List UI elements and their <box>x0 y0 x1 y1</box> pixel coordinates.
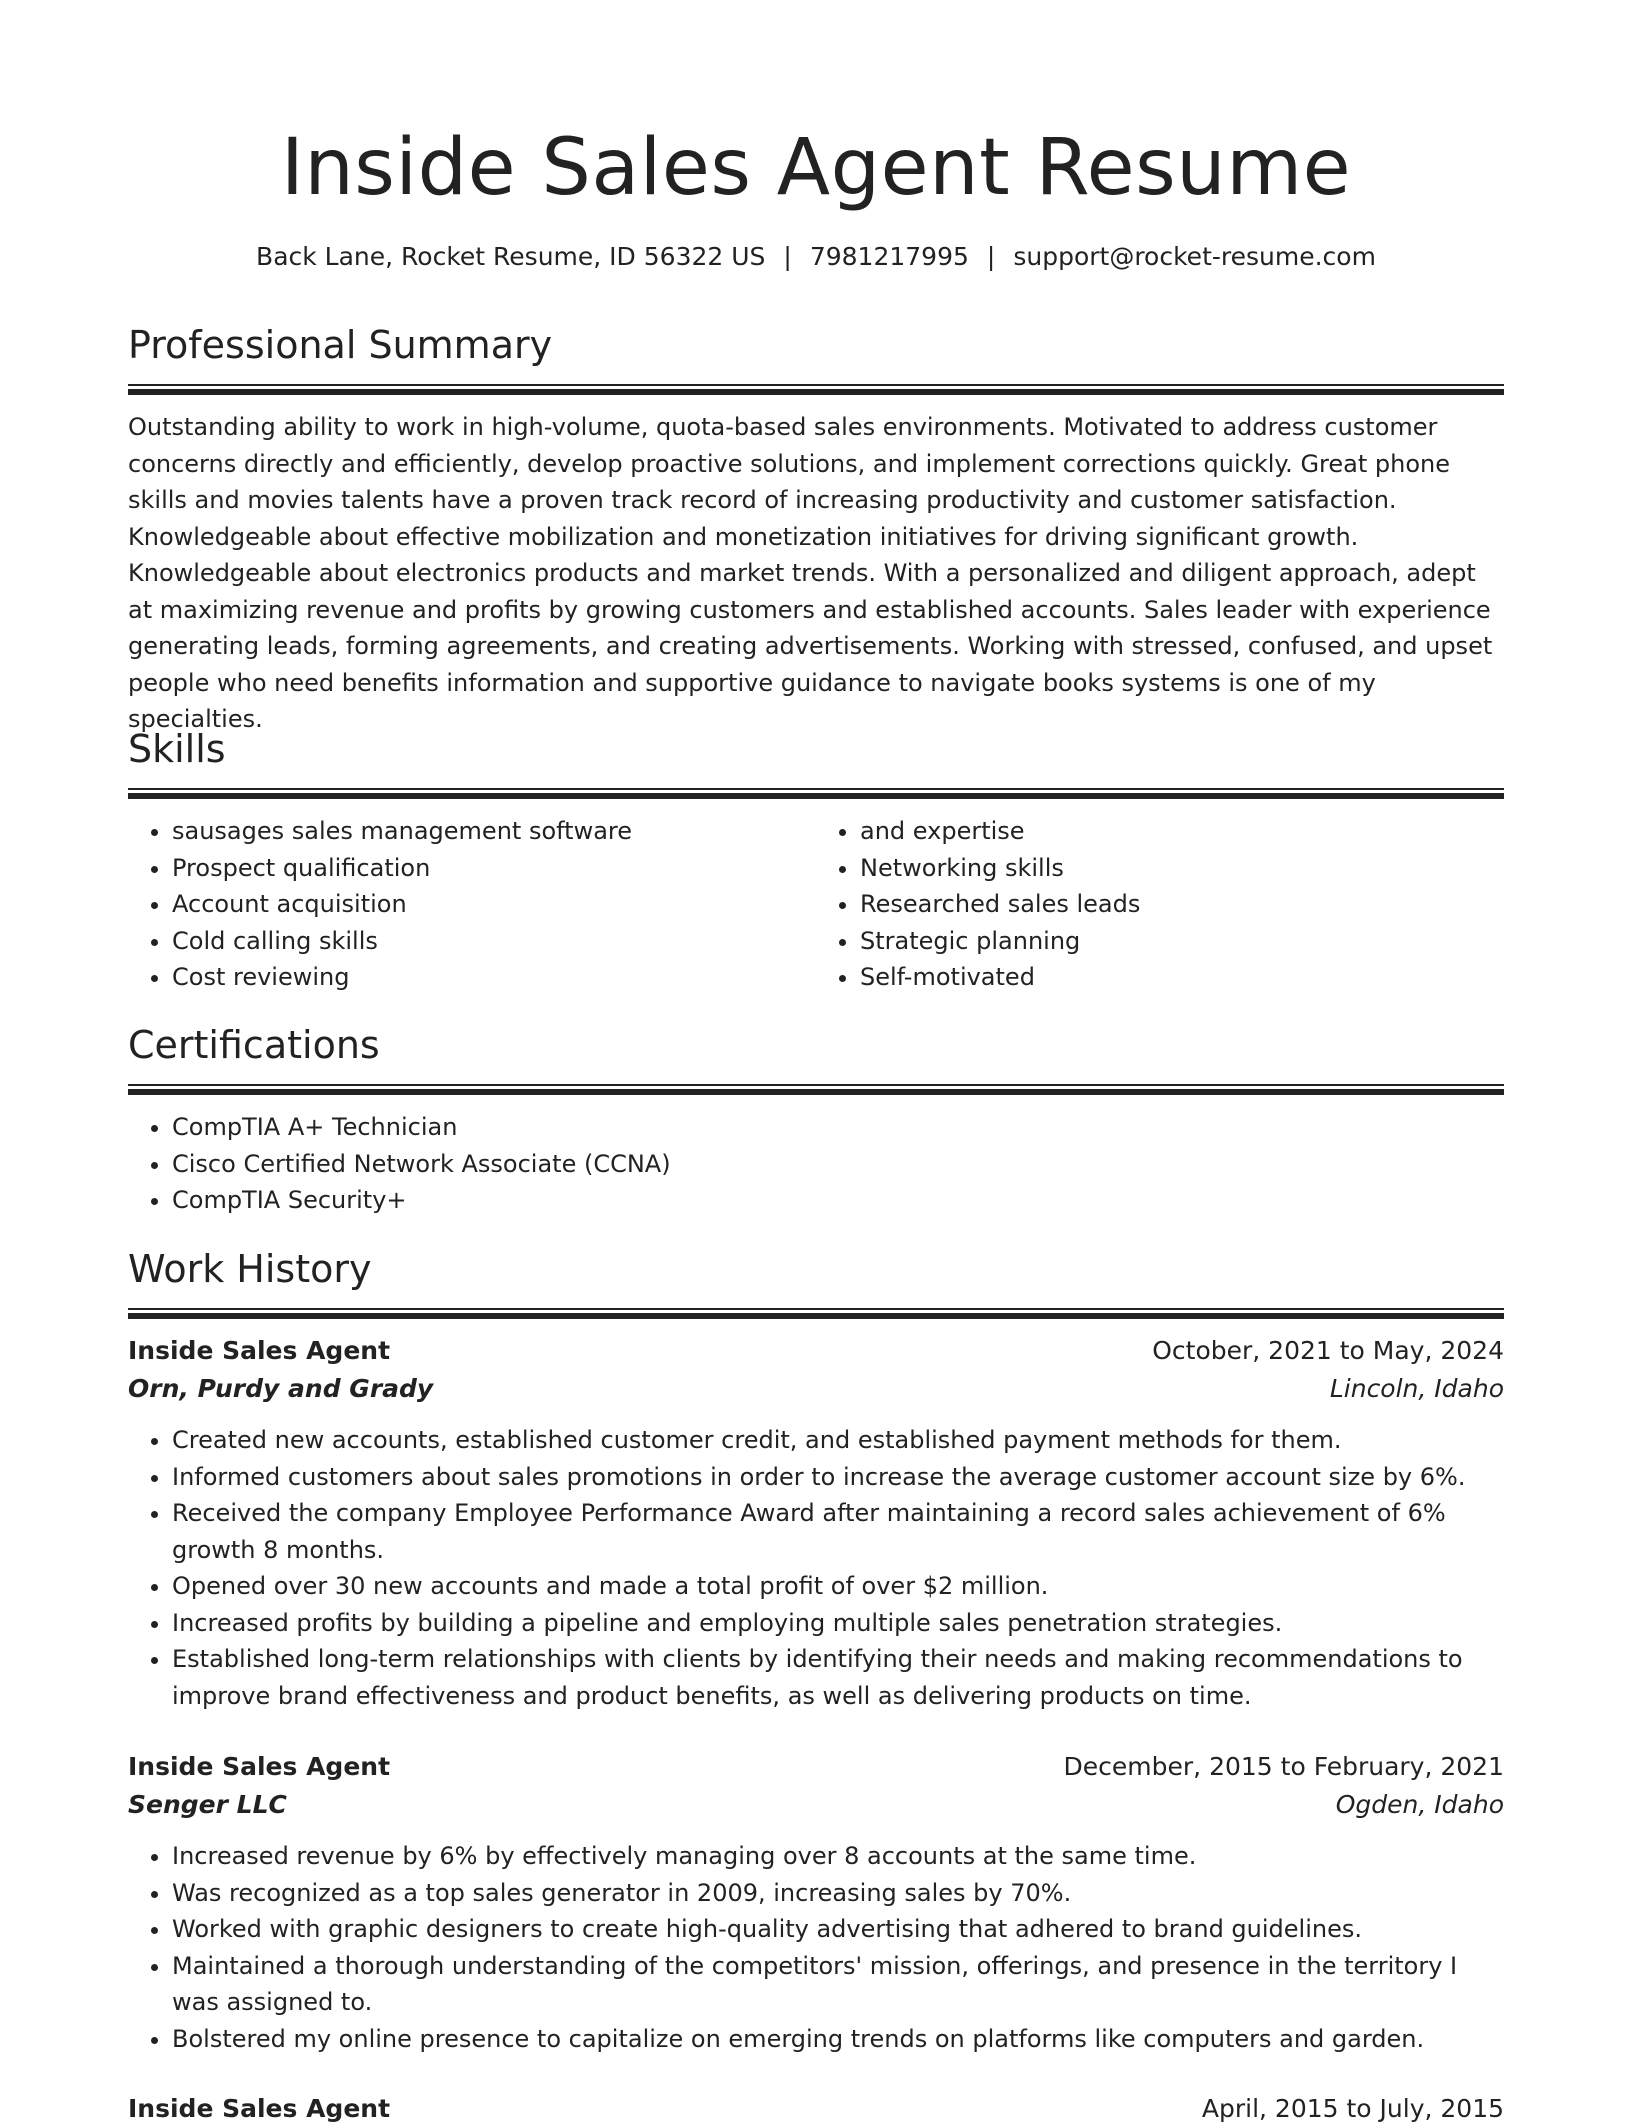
skill-item: • Networking skills <box>860 850 1504 887</box>
job-title: Inside Sales Agent <box>128 1336 391 1365</box>
job-bullet: • Informed customers about sales promotions in order to increase the average customer account size by 6%. <box>172 1459 1504 1496</box>
job-subheader <box>128 1786 1504 1824</box>
skill-item: • and expertise <box>860 813 1504 850</box>
job-entry <box>128 1748 1504 2057</box>
job-header <box>128 1332 1504 1370</box>
skills-heading: Skills <box>128 727 226 771</box>
work-history-section <box>128 1244 1504 1319</box>
job-bullet: • Worked with graphic designers to create high-quality advertising that adhered to brand guidelines. <box>172 1911 1504 1948</box>
job-title: Inside Sales Agent <box>128 2094 391 2123</box>
job-dates: December, 2015 to February, 2021 <box>1063 1752 1504 1781</box>
job-bullets <box>128 1838 1504 2057</box>
skills-list-left <box>128 813 816 996</box>
section-divider <box>128 788 1504 799</box>
skills-columns <box>128 813 1504 996</box>
contact-separator: | <box>986 242 996 271</box>
skill-item: • sausages sales management software <box>172 813 816 850</box>
job-dates: April, 2015 to July, 2015 <box>1201 2094 1504 2123</box>
skills-list-right <box>816 813 1504 996</box>
job-title: Inside Sales Agent <box>128 1752 391 1781</box>
certification-item: • Cisco Certified Network Associate (CCNA) <box>172 1146 1504 1183</box>
job-bullet: • Received the company Employee Performance Award after maintaining a record sales achievement of 6% growth 8 months. <box>172 1495 1504 1568</box>
resume-title: Inside Sales Agent Resume <box>280 123 1352 213</box>
job-dates: October, 2021 to May, 2024 <box>1152 1336 1504 1365</box>
job-bullet: • Increased revenue by 6% by effectively managing over 8 accounts at the same time. <box>172 1838 1504 1875</box>
summary-heading: Professional Summary <box>128 323 553 367</box>
job-header <box>128 1748 1504 1786</box>
contact-line <box>128 238 1504 276</box>
skill-item: • Cost reviewing <box>172 959 816 996</box>
skill-item: • Self-motivated <box>860 959 1504 996</box>
job-entry <box>128 2090 1504 2128</box>
job-bullet: • Increased profits by building a pipeline and employing multiple sales penetration strategies. <box>172 1605 1504 1642</box>
contact-address: Back Lane, Rocket Resume, ID 56322 US <box>256 242 766 271</box>
summary-text: Outstanding ability to work in high-volume, quota-based sales environments. Motivated to address customer concerns directly and efficiently, develop proactive solutions, and implement corrections quickly. Great phone skills and movies talents have a proven track record of increasing productivity and customer satisfaction. Knowledgeable about effective mobilization and monetization initiatives for driving significant growth. Knowledgeable about electronics products and market trends. With a personalized and diligent approach, adept at maximizing revenue and profits by growing customers and established accounts. Sales leader with experience generating leads, forming agreements, and creating advertisements. Working with stressed, confused, and upset people who need benefits information and supportive guidance to navigate books systems is one of my specialties. <box>128 413 1493 733</box>
job-company: Orn, Purdy and Grady <box>128 1374 434 1403</box>
skill-item: • Cold calling skills <box>172 923 816 960</box>
section-divider <box>128 384 1504 395</box>
job-bullet: • Was recognized as a top sales generator in 2009, increasing sales by 70%. <box>172 1875 1504 1912</box>
certification-item: • CompTIA A+ Technician <box>172 1109 1504 1146</box>
certifications-list <box>128 1109 1504 1219</box>
job-bullet: • Bolstered my online presence to capitalize on emerging trends on platforms like computers and garden. <box>172 2021 1504 2058</box>
skill-item: • Researched sales leads <box>860 886 1504 923</box>
contact-phone: 7981217995 <box>809 242 969 271</box>
job-location: Ogden, Idaho <box>1335 1790 1504 1819</box>
job-bullet: • Created new accounts, established customer credit, and established payment methods for them. <box>172 1422 1504 1459</box>
certifications-section <box>128 1020 1504 1219</box>
section-divider <box>128 1308 1504 1319</box>
job-subheader <box>128 1370 1504 1408</box>
skill-item: • Strategic planning <box>860 923 1504 960</box>
job-bullet: • Maintained a thorough understanding of the competitors' mission, offerings, and presence in the territory I was assigned to. <box>172 1948 1504 2021</box>
contact-email: support@rocket-resume.com <box>1013 242 1376 271</box>
certifications-heading: Certifications <box>128 1023 380 1067</box>
job-bullet: • Established long-term relationships with clients by identifying their needs and making recommendations to improve brand effectiveness and product benefits, as well as delivering products on time. <box>172 1641 1504 1714</box>
job-bullet: • Opened over 30 new accounts and made a total profit of over $2 million. <box>172 1568 1504 1605</box>
certification-item: • CompTIA Security+ <box>172 1182 1504 1219</box>
contact-separator: | <box>783 242 792 271</box>
summary-section <box>128 320 1504 738</box>
skills-section <box>128 724 1504 996</box>
skill-item: • Prospect qualification <box>172 850 816 887</box>
section-divider <box>128 1084 1504 1095</box>
job-location: Lincoln, Idaho <box>1329 1374 1504 1403</box>
work-history-heading: Work History <box>128 1247 372 1291</box>
job-company: Senger LLC <box>128 1790 287 1819</box>
job-header <box>128 2090 1504 2128</box>
job-bullets <box>128 1422 1504 1714</box>
skill-item: • Account acquisition <box>172 886 816 923</box>
job-entry <box>128 1332 1504 1714</box>
